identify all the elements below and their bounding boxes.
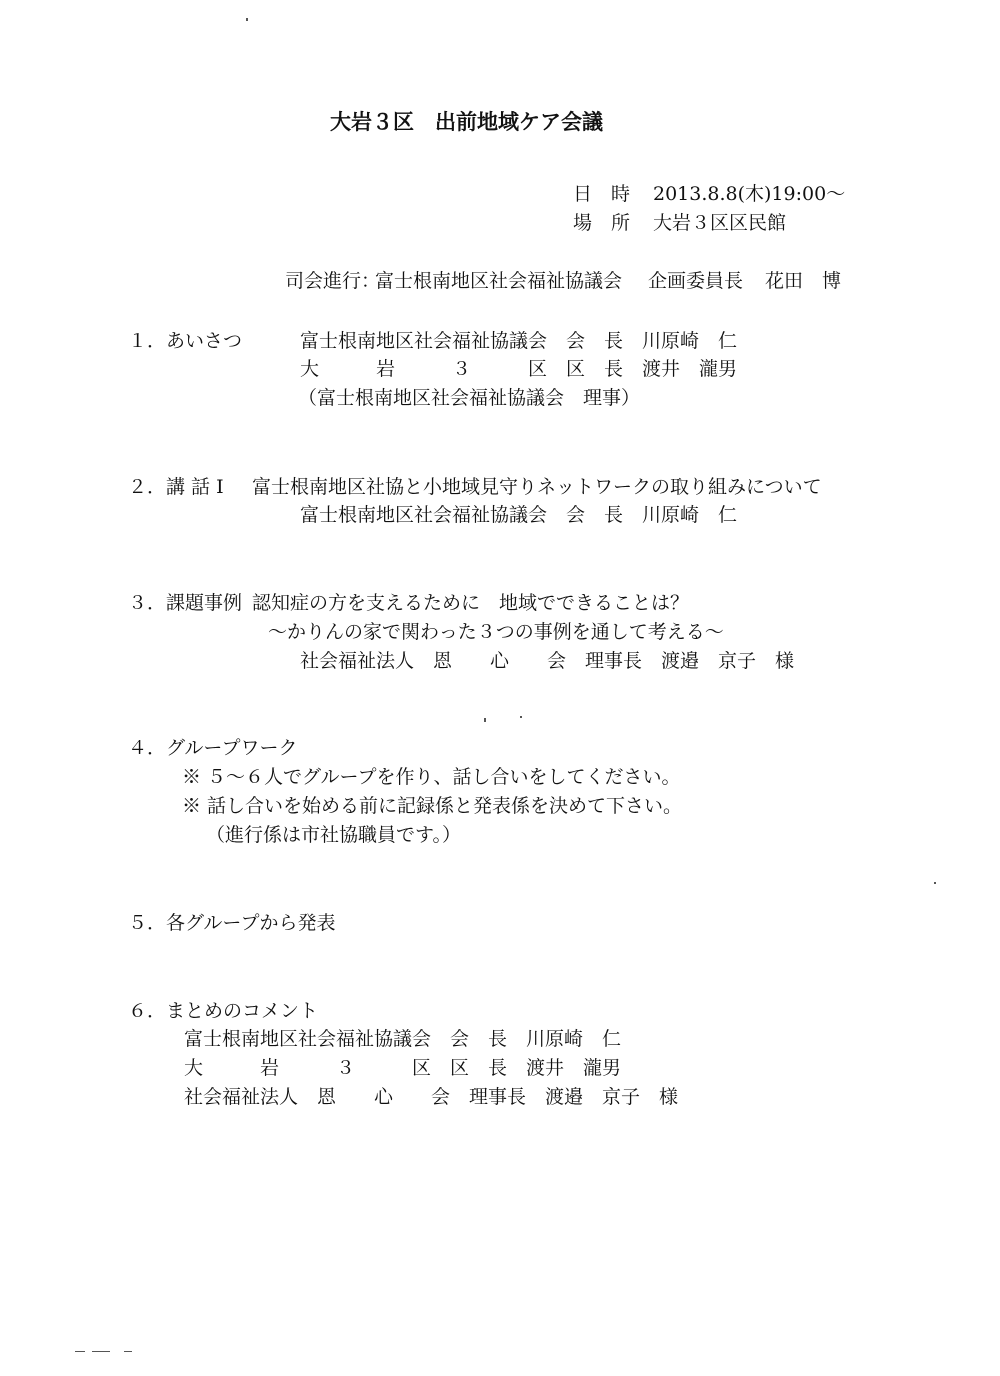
item3-speaker: 社会福祉法人 恩 心 会 理事長 渡邉 京子 様 [300,650,795,672]
moderator-org: 富士根南地区社会福祉協議会 [375,270,623,292]
place-label: 場 所 [573,212,631,234]
item3-subtitle: ～かりんの家で関わった３つの事例を通して考える～ [268,621,724,643]
item1-line1: 富士根南地区社会福祉協議会 会 長 川原崎 仁 [300,330,738,352]
scan-speck [520,716,522,718]
scan-speck [934,882,936,884]
item1-heading: １．あいさつ [128,330,243,352]
scan-speck [75,1351,85,1352]
scan-speck [92,1351,110,1352]
item5-heading: ５．各グループから発表 [128,912,336,934]
moderator-label: 司会進行： [285,270,381,292]
date-label: 日 時 [573,183,631,205]
moderator-role: 企画委員長 [648,270,744,292]
item2-speaker: 富士根南地区社会福祉協議会 会 長 川原崎 仁 [300,504,738,526]
item4-heading: ４．グループワーク [128,737,298,759]
scan-speck [246,18,248,21]
item3-heading: ３．課題事例 [128,592,243,614]
item2-heading: ２．講 話 Ⅰ [128,476,224,498]
place-value: 大岩３区区民館 [653,212,787,234]
scan-speck [484,718,486,722]
moderator-name: 花田 博 [765,270,842,292]
date-value: 2013.8.8(木)19:00～ [653,183,846,205]
item3-topic: 認知症の方を支えるために 地域でできることは？ [252,592,690,614]
item6-line1: 富士根南地区社会福祉協議会 会 長 川原崎 仁 [184,1028,622,1050]
item6-line2: 大 岩 ３ 区 区 長 渡井 瀧男 [184,1057,622,1079]
item4-note1: ※ ５～６人でグループを作り、話し合いをしてください。 [182,766,681,788]
item6-heading: ６．まとめのコメント [128,1000,319,1022]
item6-line3: 社会福祉法人 恩 心 会 理事長 渡邉 京子 様 [184,1086,679,1108]
document-title: 大岩３区 出前地域ケア会議 [330,109,603,134]
item1-line2: 大 岩 ３ 区 区 長 渡井 瀧男 [300,358,738,380]
scan-speck [124,1351,132,1352]
item4-note2: ※ 話し合いを始める前に記録係と発表係を決めて下さい。 [182,795,683,817]
item4-note3: （進行係は市社協職員です。） [206,824,461,846]
item1-line3: （富士根南地区社会福祉協議会 理事） [298,387,641,409]
item2-topic: 富士根南地区社協と小地域見守りネットワークの取り組みについて [252,476,822,498]
